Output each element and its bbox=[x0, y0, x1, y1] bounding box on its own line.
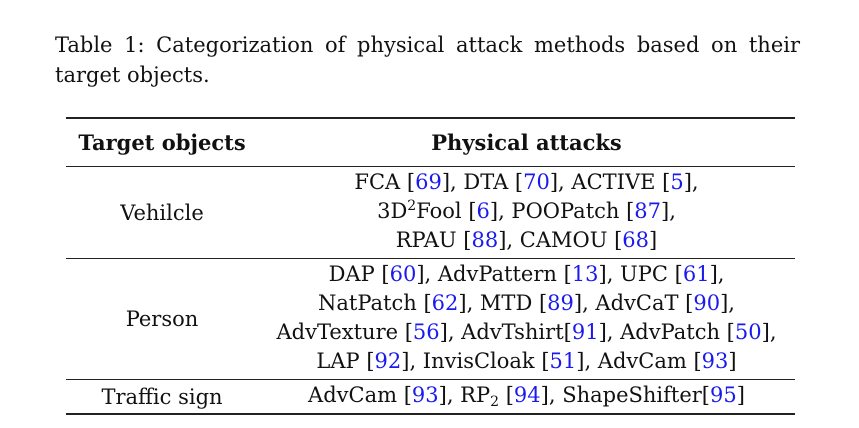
attack-list-line bbox=[258, 260, 795, 289]
citation-link[interactable]: 93 bbox=[411, 383, 439, 407]
attack-text: RPAU [ bbox=[395, 228, 472, 252]
attack-text: ] bbox=[736, 383, 745, 407]
attack-text: ], bbox=[661, 199, 676, 223]
citation-link[interactable]: 6 bbox=[476, 199, 490, 223]
attack-text: [ bbox=[499, 383, 514, 407]
attack-text: ], AdvCaT [ bbox=[573, 291, 694, 315]
citation-link[interactable]: 5 bbox=[670, 170, 684, 194]
table-row bbox=[66, 167, 795, 259]
attack-text: Fool [ bbox=[416, 199, 477, 223]
attack-text: ], ShapeShifter[ bbox=[540, 383, 710, 407]
citation-link[interactable]: 90 bbox=[693, 291, 721, 315]
attack-text: ], bbox=[761, 320, 777, 344]
attack-list-line bbox=[258, 347, 795, 376]
citation-link[interactable]: 62 bbox=[431, 291, 459, 315]
attack-text: ], CAMOU [ bbox=[498, 228, 623, 252]
citation-link[interactable]: 70 bbox=[523, 170, 550, 194]
physical-attacks-cell bbox=[258, 167, 795, 259]
attack-text: ] bbox=[728, 349, 737, 373]
attack-text: FCA [ bbox=[354, 170, 416, 194]
attack-text: ], AdvCam [ bbox=[576, 349, 702, 373]
target-object-cell: Traffic sign bbox=[101, 384, 223, 409]
citation-link[interactable]: 68 bbox=[622, 228, 650, 252]
citation-link[interactable]: 69 bbox=[415, 170, 442, 194]
physical-attacks-cell bbox=[258, 380, 795, 415]
header-physical-attacks: Physical attacks bbox=[431, 130, 622, 155]
citation-link[interactable]: 50 bbox=[734, 320, 762, 344]
attack-text: ], MTD [ bbox=[458, 291, 548, 315]
subscript: 2 bbox=[490, 394, 500, 410]
attack-text: LAP [ bbox=[316, 349, 375, 373]
attack-text: ], InvisCloak [ bbox=[401, 349, 550, 373]
citation-link[interactable]: 13 bbox=[571, 262, 599, 286]
physical-attacks-cell bbox=[258, 259, 795, 380]
attack-text: ], UPC [ bbox=[598, 262, 683, 286]
citation-link[interactable]: 89 bbox=[547, 291, 574, 315]
citation-link[interactable]: 60 bbox=[389, 262, 417, 286]
citation-link[interactable]: 95 bbox=[710, 383, 737, 407]
header-target-objects: Target objects bbox=[78, 130, 246, 155]
table-body bbox=[66, 167, 795, 415]
citation-link[interactable]: 87 bbox=[634, 199, 662, 223]
attack-text: 3D bbox=[377, 199, 408, 223]
attack-text: ], bbox=[720, 291, 735, 315]
attack-list-line bbox=[258, 318, 795, 347]
citation-link[interactable]: 61 bbox=[682, 262, 710, 286]
attack-text: ], DTA [ bbox=[441, 170, 524, 194]
attack-text: ], AdvTshirt[ bbox=[439, 320, 572, 344]
attack-text: ], AdvPatch [ bbox=[598, 320, 735, 344]
attack-list-line bbox=[258, 226, 795, 255]
attack-text: ] bbox=[649, 228, 658, 252]
citation-link[interactable]: 92 bbox=[374, 349, 402, 373]
citation-link[interactable]: 94 bbox=[513, 383, 541, 407]
attack-list-line bbox=[258, 289, 795, 318]
table-row bbox=[66, 380, 795, 415]
attack-text: DAP [ bbox=[328, 262, 390, 286]
superscript: 2 bbox=[407, 198, 417, 214]
attack-text: AdvCam [ bbox=[308, 383, 412, 407]
citation-link[interactable]: 93 bbox=[701, 349, 729, 373]
attack-list-line bbox=[258, 197, 795, 226]
target-object-cell: Person bbox=[125, 307, 199, 331]
table-row bbox=[66, 259, 795, 380]
attack-text: ], bbox=[683, 170, 699, 194]
citation-link[interactable]: 91 bbox=[571, 320, 599, 344]
attack-text: NatPatch [ bbox=[318, 291, 432, 315]
table-caption: Table 1: Categorization of physical attack methods based on their target objects. bbox=[55, 33, 800, 87]
citation-link[interactable]: 51 bbox=[549, 349, 577, 373]
attack-list-line bbox=[258, 381, 795, 410]
attack-table bbox=[66, 117, 795, 415]
table-header-row bbox=[66, 118, 795, 167]
attack-list-line bbox=[258, 168, 795, 197]
attack-text: ], RP bbox=[438, 383, 491, 407]
attack-text: ], POOPatch [ bbox=[489, 199, 635, 223]
citation-link[interactable]: 56 bbox=[412, 320, 440, 344]
attack-text: ], bbox=[709, 262, 725, 286]
citation-link[interactable]: 88 bbox=[471, 228, 499, 252]
attack-text: AdvTexture [ bbox=[276, 320, 413, 344]
target-object-cell: Vehilcle bbox=[120, 200, 204, 225]
attack-text: ], ACTIVE [ bbox=[549, 170, 671, 194]
attack-text: ], AdvPattern [ bbox=[416, 262, 572, 286]
